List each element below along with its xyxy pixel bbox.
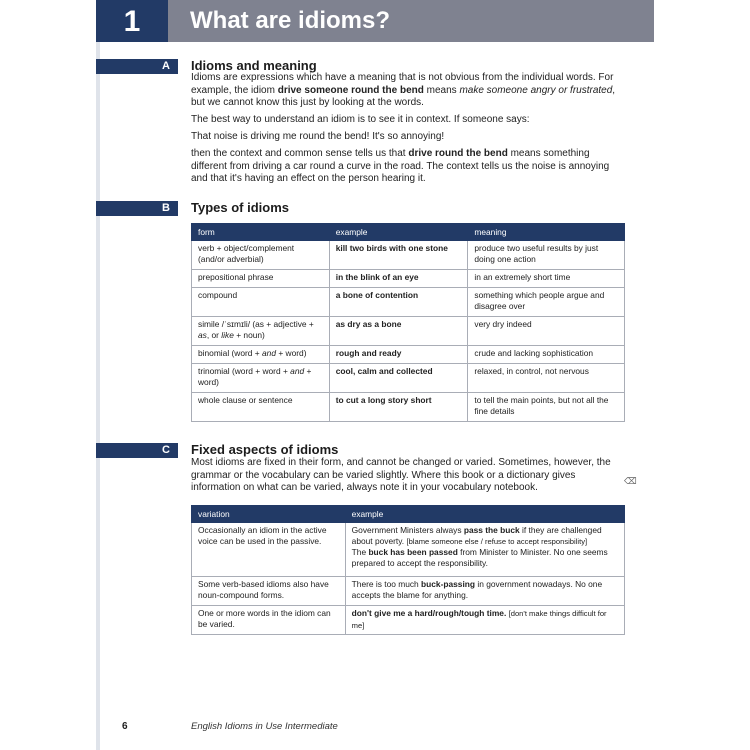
book-title: English Idioms in Use Intermediate — [191, 721, 338, 732]
form-cell: binomial (word + and + word) — [192, 346, 330, 364]
form-cell: verb + object/complement (and/or adverbial) — [192, 241, 330, 270]
meaning-cell: in an extremely short time — [468, 270, 625, 288]
idiom-highlight: drive round the bend — [408, 148, 508, 159]
example-cell: rough and ready — [329, 346, 468, 364]
section-a-paragraph-2: The best way to understand an idiom is to see it in context. If someone says: — [191, 114, 530, 125]
form-cell: compound — [192, 288, 330, 317]
example-cell: a bone of contention — [329, 288, 468, 317]
table-row — [192, 270, 625, 288]
table-row — [192, 577, 625, 606]
meaning-cell: crude and lacking sophistication — [468, 346, 625, 364]
table-row — [192, 606, 625, 635]
idiom-highlight: drive someone round the bend — [277, 84, 424, 96]
form-cell: whole clause or sentence — [192, 393, 330, 422]
form-cell: simile /ˈsɪmɪli/ (as + adjective + as, or like + noun) — [192, 317, 330, 346]
table-row — [192, 393, 625, 422]
fixed-aspects-table — [191, 505, 625, 635]
meaning-cell: relaxed, in control, not nervous — [468, 364, 625, 393]
page-number: 6 — [122, 721, 128, 732]
section-c-intro: Most idioms are fixed in their form, and cannot be changed or varied. Sometimes, however, the grammar or the vocabulary can be varied slightly. Where this book or a dictionary gives information on what can be varied, always note it in your vocabulary notebook. — [191, 457, 611, 493]
section-a-paragraph-1: Idioms are expressions which have a meaning that is not obvious from the individual words. For example, the idiom drive someone round the bend means make someone angry or frustrated, but we cannot know this just by looking at the words. — [191, 72, 616, 108]
section-a-tab: A — [96, 59, 178, 74]
section-c-tab: C — [96, 443, 178, 458]
section-a-title: Idioms and meaning — [191, 58, 317, 73]
unit-number: 1 — [96, 0, 168, 42]
variation-cell: One or more words in the idiom can be varied. — [192, 606, 346, 635]
table-row — [192, 346, 625, 364]
example-cell: as dry as a bone — [329, 317, 468, 346]
table-row — [192, 364, 625, 393]
form-cell: trinomial (word + word + and + word) — [192, 364, 330, 393]
example-cell: cool, calm and collected — [329, 364, 468, 393]
variation-cell: Occasionally an idiom in the active voice can be used in the passive. — [192, 523, 346, 577]
column-header: example — [329, 224, 468, 241]
section-a-paragraph-3: then the context and common sense tells us that drive round the bend means something different from driving a car round a curve in the road. The context tells us the noise is annoying and that it's having an effect on the person hearing it. — [191, 148, 610, 184]
margin-band — [96, 0, 100, 750]
meaning-cell: very dry indeed — [468, 317, 625, 346]
example-cell: to cut a long story short — [329, 393, 468, 422]
section-a-example-quote: That noise is driving me round the bend! It's so annoying! — [191, 131, 445, 142]
column-header: variation — [192, 506, 346, 523]
table-header-row — [192, 506, 625, 523]
variation-cell: Some verb-based idioms also have noun-compound forms. — [192, 577, 346, 606]
meaning-cell: to tell the main points, but not all the fine details — [468, 393, 625, 422]
section-b-tab: B — [96, 201, 178, 216]
example-cell: Government Ministers always pass the buck if they are challenged about poverty. [blame someone else / refuse to accept responsibility] The buck has been passed from Minister to Minister. No one seems prepared to accept the responsibility. — [345, 523, 624, 577]
unit-title: What are idioms? — [190, 7, 391, 34]
types-of-idioms-table — [191, 223, 625, 422]
table-row — [192, 523, 625, 577]
meaning-cell: something which people argue and disagree over — [468, 288, 625, 317]
example-cell: kill two birds with one stone — [329, 241, 468, 270]
example-cell: in the blink of an eye — [329, 270, 468, 288]
example-cell: There is too much buck-passing in government nowadays. No one accepts the blame for anything. — [345, 577, 624, 606]
column-header: form — [192, 224, 330, 241]
example-cell: don't give me a hard/rough/tough time. [don't make things difficult for me] — [345, 606, 624, 635]
table-header-row — [192, 224, 625, 241]
column-header: meaning — [468, 224, 625, 241]
section-c-title: Fixed aspects of idioms — [191, 442, 339, 457]
meaning-cell: produce two useful results by just doing one action — [468, 241, 625, 270]
table-row — [192, 317, 625, 346]
section-b-title: Types of idioms — [191, 200, 289, 215]
table-row — [192, 241, 625, 270]
table-row — [192, 288, 625, 317]
form-cell: prepositional phrase — [192, 270, 330, 288]
margin-mark: ⌫ — [624, 476, 637, 486]
column-header: example — [345, 506, 624, 523]
